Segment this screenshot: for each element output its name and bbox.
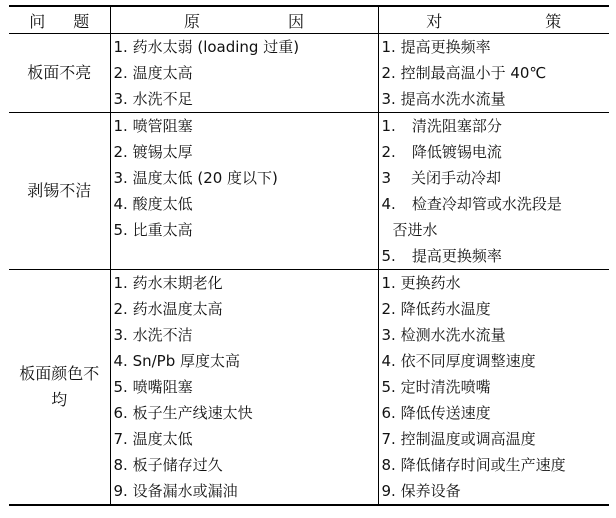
cause-item: 8. 板子储存过久 [113, 456, 223, 474]
header-cause-char-1: 原 [184, 11, 201, 31]
problem-label: 板面不亮 [27, 63, 92, 82]
measure-number: 4. [381, 195, 396, 213]
measure-item: 1. 更换药水 [381, 274, 461, 292]
cause-item: 9. 设备漏水或漏油 [113, 482, 238, 500]
measures-cell [378, 34, 609, 113]
cause-item: 2. 药水温度太高 [113, 300, 223, 318]
measure-item-continuation: 否进水 [392, 221, 438, 239]
measure-item [379, 165, 610, 191]
measure-text: 降低镀锡电流 [411, 143, 502, 161]
measure-item [379, 113, 610, 139]
measure-item: 3. 提高水洗水流量 [381, 90, 506, 108]
causes-cell [110, 270, 378, 506]
measure-item [379, 191, 610, 217]
cause-item: 3. 水洗不洁 [113, 326, 193, 344]
cause-item: 2. 温度太高 [113, 64, 193, 82]
measures-cell [378, 113, 609, 270]
measure-text: 提高更换频率 [411, 247, 502, 265]
measures-cell [378, 270, 609, 506]
cause-item: 4. 酸度太低 [113, 195, 193, 213]
cause-item: 2. 镀锡太厚 [113, 143, 193, 161]
troubleshooting-table [9, 5, 609, 506]
cause-item: 5. 喷嘴阻塞 [113, 378, 193, 396]
measure-number: 2. [381, 143, 396, 161]
header-row [9, 6, 609, 34]
measure-item: 6. 降低传送速度 [381, 404, 491, 422]
table-row [9, 270, 609, 506]
causes-cell [110, 113, 378, 270]
problem-label: 板面颜色不均 [19, 364, 100, 409]
causes-cell [110, 34, 378, 113]
header-measure [378, 6, 609, 34]
measure-number: 5. [381, 247, 396, 265]
header-cause [110, 6, 378, 34]
measure-item: 8. 降低储存时间或生产速度 [381, 456, 566, 474]
measure-item [379, 139, 610, 165]
measure-number: 3 [381, 169, 392, 187]
header-measure-char-2: 策 [545, 11, 562, 31]
header-problem [9, 6, 110, 34]
cause-item: 3. 水洗不足 [113, 90, 193, 108]
header-cause-char-2: 因 [287, 11, 304, 31]
cause-item: 4. Sn/Pb 厚度太高 [113, 352, 240, 370]
cause-item: 5. 比重太高 [113, 221, 193, 239]
problem-cell [9, 34, 110, 113]
measure-item: 9. 保养设备 [381, 482, 461, 500]
measure-item: 4. 依不同厚度调整速度 [381, 352, 536, 370]
header-problem-char-2: 题 [73, 11, 90, 31]
measure-number: 1. [381, 117, 396, 135]
problem-label: 剥锡不洁 [27, 181, 92, 200]
measure-item: 2. 控制最高温小于 40℃ [381, 64, 547, 82]
cause-item: 1. 药水太弱 (loading 过重) [113, 38, 300, 56]
measure-item: 5. 定时清洗喷嘴 [381, 378, 491, 396]
measure-item: 2. 降低药水温度 [381, 300, 491, 318]
measure-item [379, 243, 610, 269]
measure-text: 检查冷却管或水洗段是 [411, 195, 562, 213]
table-row [9, 34, 609, 113]
problem-cell [9, 113, 110, 270]
cause-item: 6. 板子生产线速太快 [113, 404, 253, 422]
troubleshooting-table-container [9, 5, 609, 506]
table-row [9, 113, 609, 270]
cause-item: 1. 药水末期老化 [113, 274, 223, 292]
measure-item: 3. 检测水洗水流量 [381, 326, 506, 344]
header-problem-char-1: 问 [29, 11, 46, 31]
header-measure-char-1: 对 [426, 11, 443, 31]
cause-spacer [111, 243, 378, 269]
cause-item: 3. 温度太低 (20 度以下) [113, 169, 278, 187]
cause-item: 7. 温度太低 [113, 430, 193, 448]
measure-item: 7. 控制温度或调高温度 [381, 430, 536, 448]
measure-text: 关闭手动冷却 [411, 169, 502, 187]
cause-item: 1. 喷管阻塞 [113, 117, 193, 135]
measure-item: 1. 提高更换频率 [381, 38, 491, 56]
measure-text: 清洗阻塞部分 [411, 117, 502, 135]
problem-cell [9, 270, 110, 506]
